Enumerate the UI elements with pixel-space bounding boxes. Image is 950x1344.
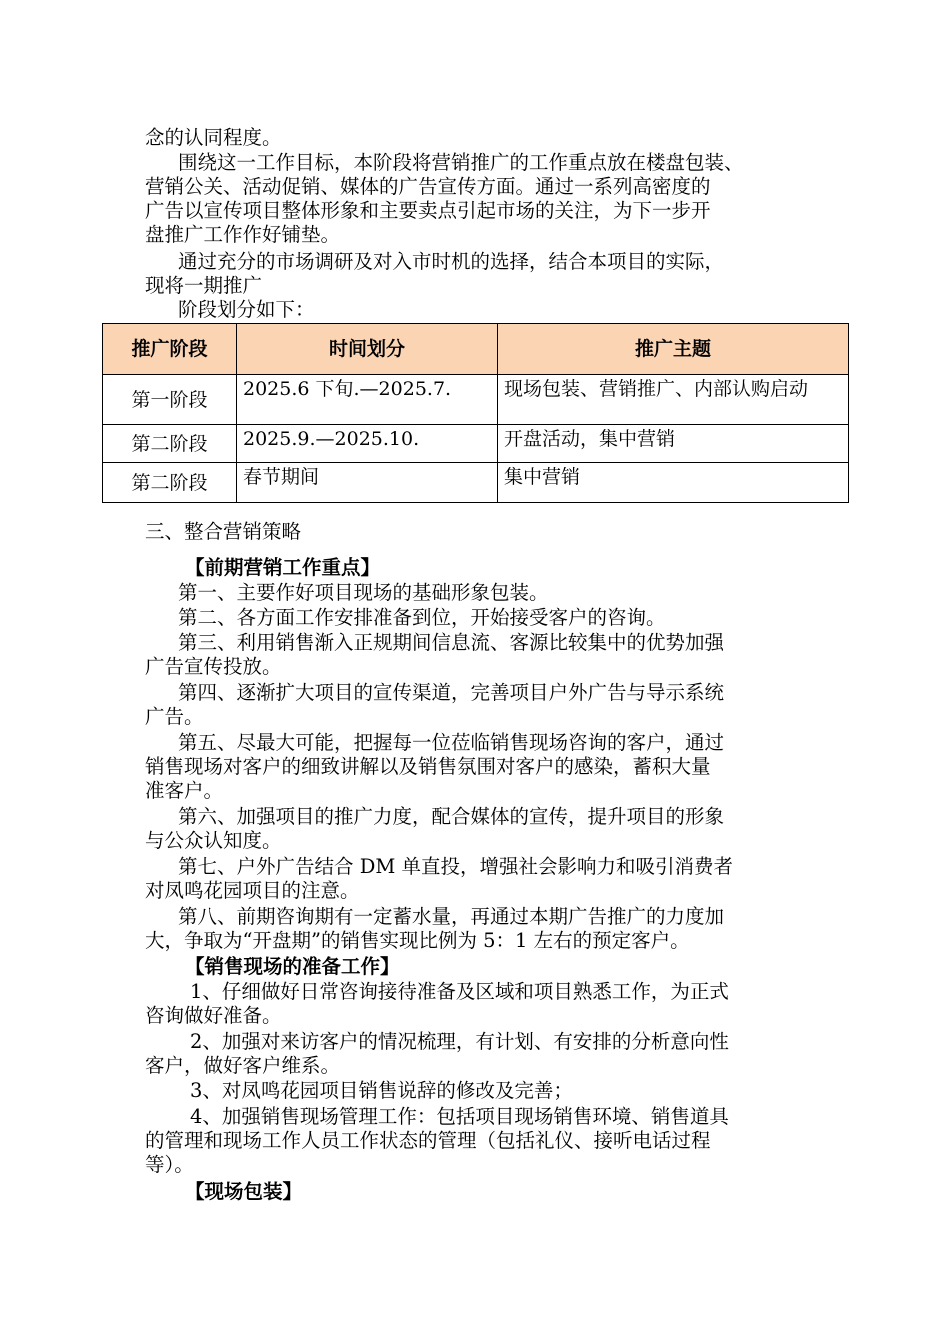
paragraph-line: 围绕这一工作目标，本阶段将营销推广的工作重点放在楼盘包装、	[178, 151, 744, 174]
paragraph-line: 念的认同程度。	[145, 126, 282, 149]
paragraph-line: 广告以宣传项目整体形象和主要卖点引起市场的关注，为下一步开	[145, 199, 711, 222]
list-item: 3、对凤鸣花园项目销售说辞的修改及完善；	[190, 1079, 573, 1102]
header-theme: 推广主题	[498, 324, 849, 375]
table-row	[103, 375, 849, 425]
list-item: 大，争取为“开盘期”的销售实现比例为 5：1 左右的预定客户。	[145, 929, 690, 952]
list-item: 与公众认知度。	[145, 829, 282, 852]
list-item: 第六、加强项目的推广力度，配合媒体的宣传，提升项目的形象	[178, 805, 725, 828]
list-item: 第七、户外广告结合 DM 单直投，增强社会影响力和吸引消费者	[178, 855, 733, 878]
cell-time: 2025.6 下旬.—2025.7.	[237, 375, 498, 425]
subsection-title: 【前期营销工作重点】	[185, 556, 381, 579]
paragraph-line: 阶段划分如下：	[178, 298, 315, 321]
paragraph-line: 盘推广工作作好铺垫。	[145, 223, 341, 246]
paragraph-line: 营销公关、活动促销、媒体的广告宣传方面。通过一系列高密度的	[145, 175, 711, 198]
list-item: 咨询做好准备。	[145, 1004, 282, 1027]
list-item: 第一、主要作好项目现场的基础形象包装。	[178, 581, 549, 604]
cell-time: 春节期间	[237, 463, 498, 503]
header-stage: 推广阶段	[103, 324, 237, 375]
list-item: 的管理和现场工作人员工作状态的管理（包括礼仪、接听电话过程	[145, 1129, 711, 1152]
list-item: 第八、前期咨询期有一定蓄水量，再通过本期广告推广的力度加	[178, 905, 725, 928]
header-time: 时间划分	[237, 324, 498, 375]
list-item: 广告宣传投放。	[145, 655, 282, 678]
list-item: 4、加强销售现场管理工作：包括项目现场销售环境、销售道具	[190, 1105, 729, 1128]
list-item: 等）。	[145, 1153, 194, 1176]
cell-time: 2025.9.—2025.10.	[237, 425, 498, 463]
list-item: 第四、逐渐扩大项目的宣传渠道，完善项目户外广告与导示系统	[178, 681, 725, 704]
cell-theme: 开盘活动，集中营销	[498, 425, 849, 463]
table-row	[103, 463, 849, 503]
cell-stage: 第二阶段	[103, 425, 237, 463]
list-item: 第三、利用销售渐入正规期间信息流、客源比较集中的优势加强	[178, 631, 725, 654]
list-item: 广告。	[145, 705, 204, 728]
list-item: 1、仔细做好日常咨询接待准备及区域和项目熟悉工作，为正式	[190, 980, 729, 1003]
list-item: 准客户。	[145, 779, 224, 802]
promotion-stage-table	[102, 323, 849, 503]
cell-theme: 现场包装、营销推广、内部认购启动	[498, 375, 849, 425]
paragraph-line: 通过充分的市场调研及对入市时机的选择，结合本项目的实际，	[178, 250, 725, 273]
list-item: 第二、各方面工作安排准备到位，开始接受客户的咨询。	[178, 606, 666, 629]
section-title: 三、整合营销策略	[145, 520, 302, 543]
paragraph-line: 现将一期推广	[145, 274, 263, 297]
list-item: 客户，做好客户维系。	[145, 1054, 341, 1077]
list-item: 2、加强对来访客户的情况梳理，有计划、有安排的分析意向性	[190, 1030, 729, 1053]
list-item: 第五、尽最大可能，把握每一位莅临销售现场咨询的客户，通过	[178, 731, 725, 754]
subsection-title: 【销售现场的准备工作】	[185, 955, 400, 978]
list-item: 对凤鸣花园项目的注意。	[145, 879, 360, 902]
cell-theme: 集中营销	[498, 463, 849, 503]
table-header-row	[103, 324, 849, 375]
cell-stage: 第一阶段	[103, 375, 237, 425]
subsection-title: 【现场包装】	[185, 1180, 303, 1203]
cell-stage: 第二阶段	[103, 463, 237, 503]
list-item: 销售现场对客户的细致讲解以及销售氛围对客户的感染，蓄积大量	[145, 755, 711, 778]
table-row	[103, 425, 849, 463]
